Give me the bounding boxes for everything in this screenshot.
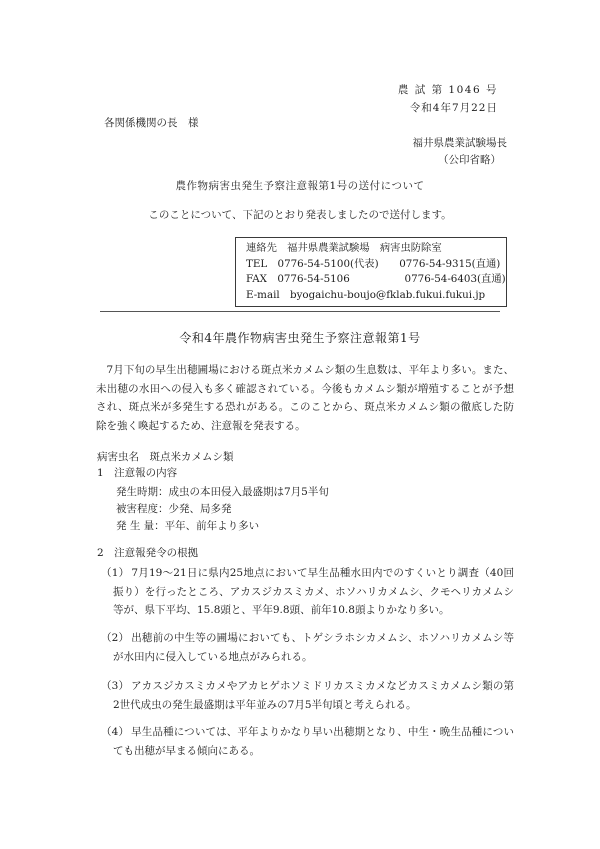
contact-email-row: E-mail byogaichu-boujo@fklab.fukui.fukui.jp [246, 288, 486, 301]
section2-title: 2 注意報発令の根拠 [97, 547, 199, 559]
basis-item-3-text: アカスジカスミカメやアカヒゲホソミドリカスミカメなどカスミカメムシ類の第2世代成虫の発生最盛期は平年並みの7月5半旬頃と考えられる。 [113, 680, 514, 711]
addressee: 各関係機関の長 様 [104, 117, 199, 129]
doc-number: 農 試 第 1046 号 [397, 84, 498, 96]
basis-item-1 [101, 564, 515, 620]
seal-note: （公印省略） [438, 154, 501, 166]
basis-item-2-marker: （2） [101, 632, 130, 644]
basis-item-1-text: 7月19～21日に県内25地点において早生品種水田内でのすくいとり調査（40回振り）を行ったところ、アカスジカスミカメ、ホソハリカメムシ、クモヘリカメムシ等が、県下平均、15.8頭と、平年9.8頭、前年10.8頭よりかなり多い。 [113, 567, 515, 616]
contact-tel-row: TEL 0776-54-5100(代表) 0776-54-9315(直通) [246, 257, 501, 270]
issue-date: 令和4年7月22日 [409, 102, 498, 114]
notice-title: 令和4年農作物病害虫発生予察注意報第1号 [179, 331, 421, 345]
occurrence-period-item: 発生時期：成虫の本田侵入最盛期は7月5半旬 [116, 486, 329, 498]
contact-fax-row: FAX 0776-54-5106 0776-54-6403(直通) [246, 273, 506, 286]
basis-item-2 [101, 629, 514, 666]
damage-level-item: 被害程度：少発、局多発 [116, 502, 232, 515]
basis-item-2-text: 出穂前の中生等の圃場においても、トゲシラホシカメムシ、ホソハリカメムシ等が水田内に侵入している地点がみられる。 [113, 632, 514, 663]
pest-name: 病害虫名 斑点米カメムシ類 [97, 451, 234, 463]
separator-rule [100, 311, 500, 312]
notice-summary: 7月下旬の早生出穂圃場における斑点米カメムシ類の生息数は、平年より多い。また、未出穂の水田への侵入も多く確認されている。今後もカメムシ類が増殖することが予想され、斑点米が多発生する恐れがある。このことから、斑点米カメムシ類の徹底した防除を強く喚起するため、注意報を発表する。 [96, 364, 514, 432]
basis-item-3-marker: （3） [101, 680, 130, 692]
occurrence-amount-item: 発 生 量：平年、前年より多い [116, 519, 260, 532]
basis-item-4 [101, 723, 514, 760]
basis-item-3 [101, 677, 514, 714]
subject-line: 農作物病害虫発生予察注意報第1号の送付について [175, 180, 425, 192]
greeting-line: このことについて、下記のとおり発表しましたので送付します。 [148, 209, 452, 221]
basis-item-4-text: 早生品種については、平年よりかなり早い出穂期となり、中生・晩生品種についても出穂が早まる傾向にある。 [113, 726, 514, 757]
basis-item-1-marker: （1） [101, 567, 130, 579]
sender-name: 福井県農業試験場長 [412, 137, 507, 149]
contact-box [235, 237, 507, 307]
basis-item-4-marker: （4） [101, 726, 130, 738]
section1-title: 1 注意報の内容 [97, 467, 178, 479]
section1-items [116, 484, 329, 534]
contact-office-row: 連絡先 福井県農業試験場 病害虫防除室 [246, 242, 442, 254]
